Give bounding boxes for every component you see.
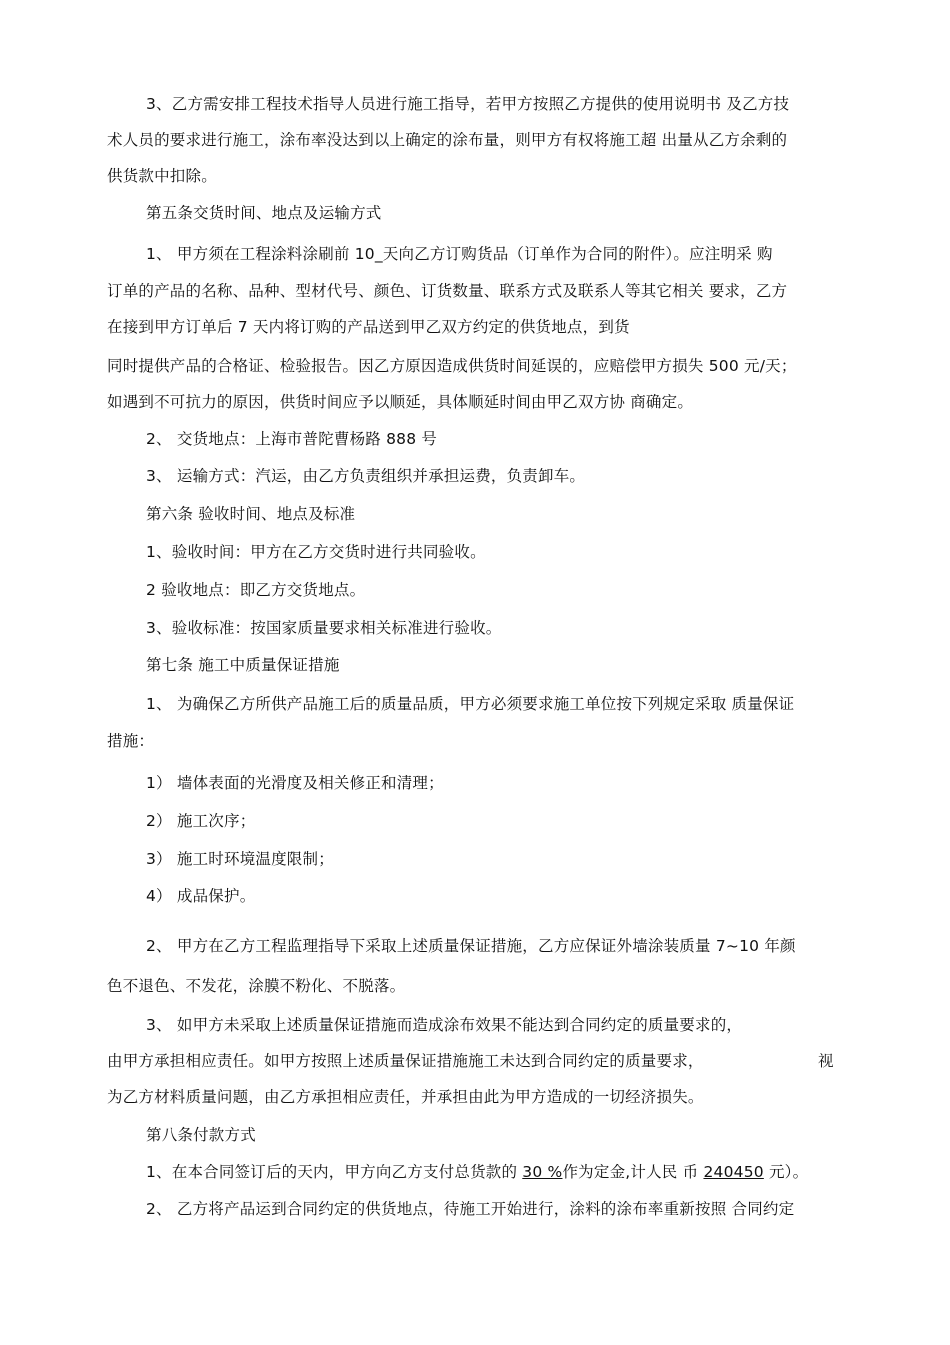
paragraph-line: 3、 运输方式：汽运，由乙方负责组织并承担运费，负责卸车。 bbox=[146, 467, 586, 485]
payment-line bbox=[146, 1161, 808, 1183]
deposit-amount: 240450 bbox=[703, 1163, 764, 1181]
deposit-percent: 30 % bbox=[522, 1163, 563, 1181]
paragraph-line: 供货款中扣除。 bbox=[107, 167, 217, 185]
paragraph-line: 色不退色、不发花，涂膜不粉化、不脱落。 bbox=[107, 977, 406, 995]
paragraph-line: 2、 交货地点：上海市普陀曹杨路 888 号 bbox=[146, 430, 438, 448]
list-item: 3） 施工时环境温度限制； bbox=[146, 850, 334, 868]
section-heading: 第六条 验收时间、地点及标准 bbox=[146, 505, 356, 523]
paragraph-line: 同时提供产品的合格证、检验报告。因乙方原因造成供货时间延误的，应赔偿甲方损失 500 元/天； bbox=[107, 357, 797, 375]
paragraph-line: 3、验收标准：按国家质量要求相关标准进行验收。 bbox=[146, 619, 502, 637]
paragraph-line: 在接到甲方订单后 7 天内将订购的产品送到甲乙双方约定的供货地点，到货 bbox=[107, 318, 630, 336]
paragraph-line: 3、乙方需安排工程技术指导人员进行施工指导，若甲方按照乙方提供的使用说明书 及乙方技 bbox=[146, 95, 790, 113]
paragraph-line: 措施： bbox=[107, 732, 155, 750]
section-heading: 第五条交货时间、地点及运输方式 bbox=[146, 204, 382, 222]
paragraph-line: 1、验收时间：甲方在乙方交货时进行共同验收。 bbox=[146, 543, 486, 561]
paragraph-line: 1、 为确保乙方所供产品施工后的质量品质，甲方必须要求施工单位按下列规定采取 质量保证 bbox=[146, 695, 795, 713]
list-item: 2） 施工次序； bbox=[146, 812, 256, 830]
paragraph-line: 由甲方承担相应责任。如甲方按照上述质量保证措施施工未达到合同约定的质量要求， bbox=[107, 1052, 704, 1070]
paragraph-line: 1、 甲方须在工程涂料涂刷前 10_天向乙方订购货品（订单作为合同的附件）。应注明采 购 bbox=[146, 245, 773, 263]
paragraph-line: 3、 如甲方未采取上述质量保证措施而造成涂布效果不能达到合同约定的质量要求的， bbox=[146, 1016, 743, 1034]
payment-suffix: 元）。 bbox=[763, 1163, 809, 1181]
paragraph-line: 术人员的要求进行施工，涂布率没达到以上确定的涂布量，则甲方有权将施工超 出量从乙方余剩的 bbox=[107, 131, 788, 149]
paragraph-line: 2、 乙方将产品运到合同约定的供货地点，待施工开始进行，涂料的涂布率重新按照 合同约定 bbox=[146, 1200, 795, 1218]
payment-prefix: 1、在本合同签订后的天内，甲方向乙方支付总货款的 bbox=[146, 1163, 523, 1181]
list-item: 1） 墙体表面的光滑度及相关修正和清理； bbox=[146, 774, 444, 792]
paragraph-line: 2 验收地点：即乙方交货地点。 bbox=[146, 581, 366, 599]
paragraph-line: 如遇到不可抗力的原因，供货时间应予以顺延，具体顺延时间由甲乙双方协 商确定。 bbox=[107, 393, 694, 411]
paragraph-line: 为乙方材料质量问题，由乙方承担相应责任，并承担由此为甲方造成的一切经济损失。 bbox=[107, 1088, 704, 1106]
paragraph-line: 2、 甲方在乙方工程监理指导下采取上述质量保证措施，乙方应保证外墙涂装质量 7~10 年颜 bbox=[146, 937, 796, 955]
section-heading: 第七条 施工中质量保证措施 bbox=[146, 656, 340, 674]
list-item: 4） 成品保护。 bbox=[146, 887, 256, 905]
paragraph-line: 订单的产品的名称、品种、型材代号、颜色、订货数量、联系方式及联系人等其它相关 要求，乙方 bbox=[107, 282, 788, 300]
section-heading: 第八条付款方式 bbox=[146, 1126, 256, 1144]
paragraph-fragment: 视 bbox=[818, 1052, 834, 1070]
payment-middle: 作为定金,计人民 币 bbox=[562, 1163, 704, 1181]
